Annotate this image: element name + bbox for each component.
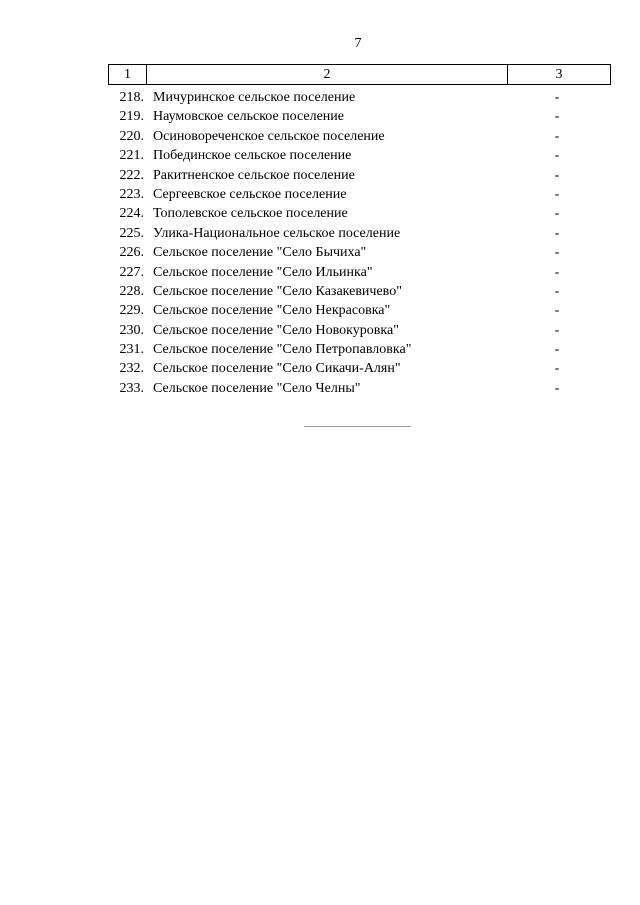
row-value: - [554, 303, 560, 319]
row-value: - [554, 225, 560, 241]
table-body [108, 88, 610, 398]
row-value: - [554, 380, 560, 396]
table-row [108, 379, 610, 398]
settlement-name: Тополевское сельское поселение [153, 206, 348, 222]
row-number: 218. [119, 90, 144, 105]
row-number: 225. [119, 225, 144, 241]
settlement-name: Сельское поселение "Село Некрасовка" [153, 303, 391, 319]
row-value: - [554, 206, 560, 222]
settlement-name: Наумовское сельское поселение [153, 109, 345, 125]
row-value: - [554, 342, 560, 358]
table-row [108, 146, 610, 165]
table-row [108, 321, 610, 340]
settlement-name: Сельское поселение "Село Петропавловка" [153, 342, 412, 358]
row-value: - [554, 361, 560, 377]
row-value: - [554, 322, 560, 338]
settlement-name: Сельское поселение "Село Казакевичево" [153, 283, 402, 299]
settlement-name: Сельское поселение "Село Ильинка" [153, 264, 373, 280]
row-value: - [554, 264, 560, 280]
table-row [108, 185, 610, 204]
header-col-2: 2 [147, 65, 508, 85]
table-row [108, 88, 610, 107]
header-row [109, 65, 611, 85]
row-value: - [554, 245, 560, 261]
table-row [108, 107, 610, 126]
header-col-3: 3 [508, 65, 611, 85]
table-row [108, 127, 610, 146]
row-number: 231. [119, 342, 144, 358]
table-row [108, 263, 610, 282]
settlement-name: Сергеевское сельское поселение [153, 186, 347, 202]
table-header [108, 64, 611, 85]
row-number: 222. [119, 167, 144, 183]
table-row [108, 282, 610, 301]
settlement-name: Побединское сельское поселение [153, 148, 352, 164]
row-value: - [554, 283, 560, 299]
row-number: 226. [119, 245, 144, 261]
settlement-name: Осиновореченское сельское поселение [153, 128, 385, 144]
header-col-1: 1 [109, 65, 147, 85]
row-value: - [554, 128, 560, 144]
end-divider [304, 426, 411, 427]
row-value: - [554, 167, 560, 183]
table-row [108, 359, 610, 378]
row-number: 229. [119, 303, 144, 319]
settlement-name: Ракитненское сельское поселение [153, 167, 355, 183]
row-number: 228. [119, 283, 144, 299]
table-row [108, 166, 610, 185]
settlement-name: Мичуринское сельское поселение [153, 90, 356, 105]
row-number: 220. [119, 128, 144, 144]
page-number: 7 [354, 36, 362, 51]
row-value: - [554, 148, 560, 164]
row-value: - [554, 90, 560, 105]
table-row [108, 224, 610, 243]
row-number: 219. [119, 109, 144, 125]
row-number: 232. [119, 361, 144, 377]
settlement-name: Сельское поселение "Село Челны" [153, 380, 361, 396]
settlement-name: Сельское поселение "Село Бычиха" [153, 245, 367, 261]
table-row [108, 340, 610, 359]
row-number: 224. [119, 206, 144, 222]
settlement-name: Сельское поселение "Село Сикачи-Алян" [153, 361, 401, 377]
table-row [108, 243, 610, 262]
row-number: 227. [119, 264, 144, 280]
row-value: - [554, 186, 560, 202]
row-number: 233. [119, 380, 144, 396]
table-row [108, 204, 610, 223]
settlement-name: Сельское поселение "Село Новокуровка" [153, 322, 399, 338]
table-row [108, 301, 610, 320]
row-value: - [554, 109, 560, 125]
row-number: 221. [119, 148, 144, 164]
row-number: 230. [119, 322, 144, 338]
row-number: 223. [119, 186, 144, 202]
settlement-name: Улика-Национальное сельское поселение [153, 225, 401, 241]
